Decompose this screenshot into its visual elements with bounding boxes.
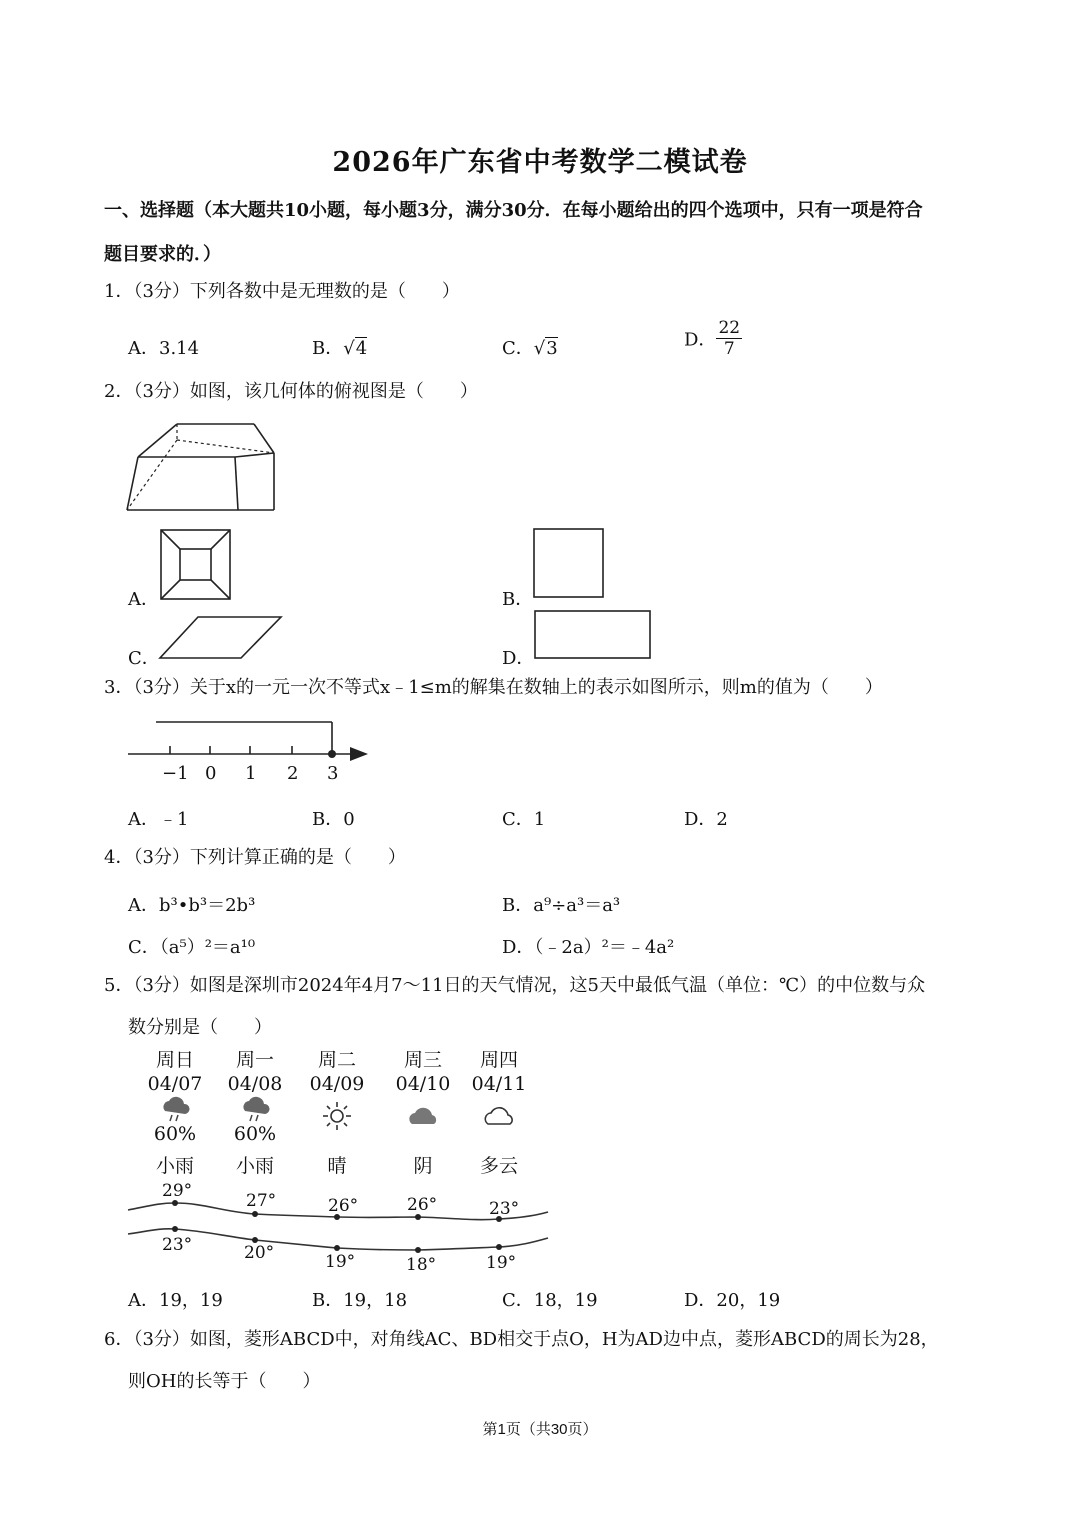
date-label: 04/07: [147, 1073, 203, 1095]
low-temp-point: [415, 1247, 421, 1253]
tick-label: 2: [287, 763, 299, 784]
weather-forecast-figure: [124, 1046, 554, 1282]
tick-label: 0: [205, 763, 217, 784]
high-temp-label: 23°: [489, 1199, 520, 1219]
fraction-denominator: 7: [723, 339, 735, 359]
q1-option-a: A．3.14: [128, 338, 200, 359]
high-temp-point: [252, 1211, 258, 1217]
q3-option-c: C．1: [502, 809, 546, 830]
q1-option-b-label: B．: [312, 338, 344, 359]
q4-option-d: D．（﹣2a）²＝﹣4a²: [502, 937, 675, 958]
rain-chance-label: 60%: [233, 1123, 277, 1145]
rain-chance-label: 60%: [153, 1123, 197, 1145]
overcast-cloud-icon: [406, 1104, 440, 1128]
tick-label: 3: [327, 763, 339, 784]
fraction: [716, 318, 742, 359]
question-5-stem-cont: 数分别是（ ）: [128, 1017, 272, 1038]
question-4-stem: 4．（3分）下列计算正确的是（ ）: [104, 847, 406, 868]
sqrt-symbol: √: [343, 338, 355, 359]
tick-label: 1: [245, 763, 257, 784]
high-temp-label: 29°: [162, 1181, 193, 1201]
low-temp-point: [172, 1226, 178, 1232]
q1-option-c-label: C．: [502, 338, 534, 359]
q2-option-a-figure: [160, 529, 232, 601]
low-temp-label: 18°: [406, 1255, 437, 1275]
condition-label: 小雨: [235, 1155, 274, 1177]
q1-option-c: [502, 334, 558, 360]
weekday-label: 周日: [155, 1049, 194, 1071]
condition-label: 晴: [327, 1155, 347, 1177]
q2-option-b: B．: [502, 589, 534, 610]
q4-option-c: C．（a⁵）²＝a¹⁰: [128, 937, 256, 958]
q2-option-d: D．: [502, 648, 535, 669]
q5-option-a: A．19，19: [128, 1290, 223, 1311]
low-temp-label: 19°: [486, 1253, 517, 1273]
question-6-stem: 6．（3分）如图，菱形ABCD中，对角线AC、BD相交于点O，H为AD边中点，菱形ABCD的周长为28，: [104, 1329, 939, 1350]
q1-option-d-label: D．: [684, 329, 717, 351]
q1-option-b-radicand: 4: [355, 338, 368, 359]
solid-dot-icon: [328, 750, 336, 758]
q5-option-c: C．18，19: [502, 1290, 598, 1311]
question-3-stem: 3．（3分）关于x的一元一次不等式x﹣1≤m的解集在数轴上的表示如图所示，则m的值为（ ）: [104, 677, 883, 698]
condition-label: 多云: [479, 1155, 518, 1177]
sun-icon: [321, 1100, 353, 1132]
frustum-solid-figure: [124, 420, 276, 514]
condition-label: 小雨: [155, 1155, 194, 1177]
sqrt-symbol: √: [533, 338, 546, 359]
date-label: 04/09: [309, 1073, 365, 1095]
q2-option-c: C．: [128, 648, 160, 669]
rain-cloud-icon: [158, 1096, 192, 1122]
low-temp-point: [496, 1244, 502, 1250]
question-2-stem: 2．（3分）如图，该几何体的俯视图是（ ）: [104, 381, 478, 402]
q2-option-a: A．: [128, 589, 159, 610]
low-temp-label: 20°: [244, 1243, 275, 1263]
high-temp-label: 26°: [407, 1195, 438, 1215]
tick-label: −1: [162, 763, 189, 784]
low-temp-label: 19°: [325, 1252, 356, 1272]
q2-option-d-figure: [534, 610, 652, 660]
low-temp-point: [334, 1245, 340, 1251]
page-footer: 第1页（共30页）: [482, 1421, 598, 1438]
q1-option-b: [312, 334, 367, 360]
date-label: 04/10: [395, 1073, 451, 1095]
number-line-figure: [124, 716, 374, 788]
q5-option-b: B．19，18: [312, 1290, 408, 1311]
q2-option-b-figure: [533, 528, 605, 599]
q1-option-c-radicand: 3: [546, 338, 558, 359]
question-1-stem: 1．（3分）下列各数中是无理数的是（ ）: [104, 281, 460, 302]
question-6-stem-cont: 则OH的长等于（ ）: [128, 1371, 321, 1392]
q3-option-b: B．0: [312, 809, 355, 830]
q3-option-a: A．﹣1: [128, 809, 189, 830]
question-5-stem: 5．（3分）如图是深圳市2024年4月7～11日的天气情况，这5天中最低气温（单位：℃）的中位数与众: [104, 975, 926, 996]
page-title: 2026年广东省中考数学二模试卷: [332, 147, 748, 178]
q3-option-d: D．2: [684, 809, 728, 830]
q4-option-a: A．b³•b³＝2b³: [128, 895, 256, 916]
q2-option-c-figure: [158, 615, 284, 661]
section-heading-cont: 题目要求的．）: [104, 244, 221, 265]
high-temp-label: 26°: [328, 1196, 359, 1216]
fraction-numerator: 22: [718, 318, 741, 338]
date-label: 04/08: [227, 1073, 283, 1095]
weekday-label: 周二: [317, 1049, 356, 1071]
cloud-icon: [482, 1104, 516, 1128]
weekday-label: 周三: [403, 1049, 442, 1071]
temperature-curves: [124, 1176, 554, 1280]
weekday-label: 周四: [479, 1049, 518, 1071]
low-temp-label: 23°: [162, 1235, 193, 1255]
weekday-label: 周一: [235, 1049, 274, 1071]
high-temp-label: 27°: [246, 1191, 277, 1211]
rain-cloud-icon: [238, 1096, 272, 1122]
condition-label: 阴: [413, 1155, 433, 1177]
q4-option-b: B．a⁹÷a³＝a³: [502, 895, 621, 916]
section-heading: 一、选择题（本大题共10小题，每小题3分，满分30分．在每小题给出的四个选项中，只有一项是符合: [104, 200, 923, 221]
date-label: 04/11: [471, 1073, 527, 1095]
arrow-head-icon: [350, 747, 368, 761]
q1-option-d: [684, 318, 742, 359]
q5-option-d: D．20，19: [684, 1290, 781, 1311]
